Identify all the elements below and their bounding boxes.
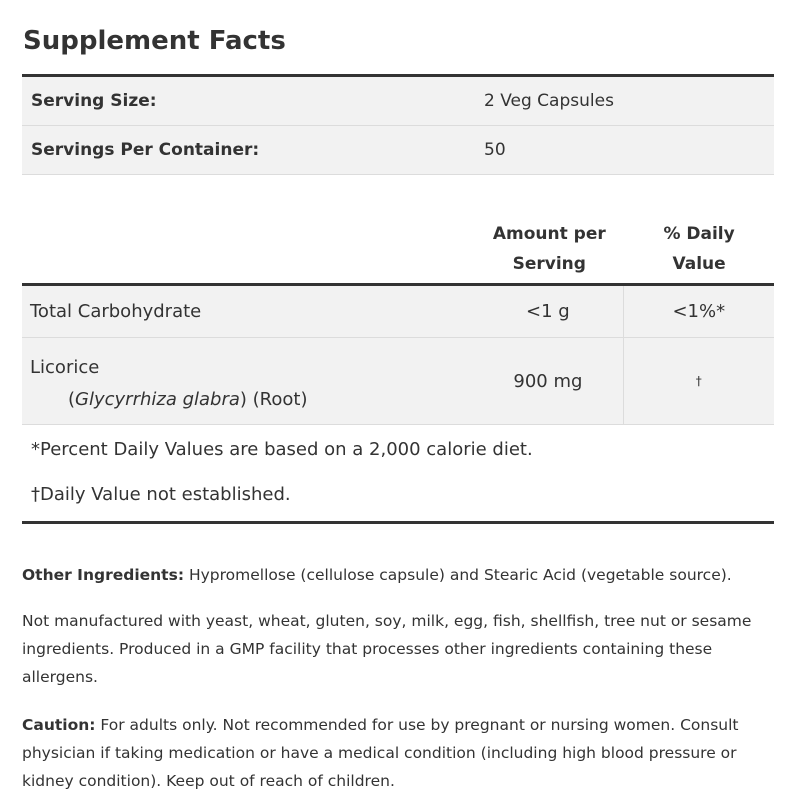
servings-per-container-row — [22, 126, 774, 175]
header-spacer — [22, 203, 474, 283]
amount-header-line2: Serving — [512, 254, 586, 274]
supplement-facts-table — [22, 74, 774, 524]
nutrient-row-licorice — [22, 338, 774, 425]
serving-size-label: Serving Size: — [31, 91, 157, 111]
other-ingredients-paragraph — [22, 561, 782, 589]
nutrient-botanical-name — [30, 384, 473, 416]
caution-text: For adults only. Not recommended for use by pregnant or nursing women. Consult physician if taking medication or have a medical condition (including high blood pressure or kidney condition). Keep out of reach of children. — [22, 716, 739, 790]
nutrient-daily-value: <1%* — [623, 286, 774, 337]
serving-size-row — [22, 77, 774, 126]
other-ingredients-label: Other Ingredients: — [22, 566, 185, 584]
dv-header-line2: Value — [672, 254, 726, 274]
allergen-paragraph: Not manufactured with yeast, wheat, gluten, soy, milk, egg, fish, shellfish, tree nut or sesame ingredients. Produced in a GMP facility that processes other ingredients containing these allergens. — [22, 612, 752, 686]
dagger-footnote: †Daily Value not established. — [31, 484, 291, 505]
serving-size-value: 2 Veg Capsules — [484, 91, 614, 111]
nutrient-amount: <1 g — [526, 301, 570, 322]
dv-header-line1: % Daily — [663, 224, 735, 244]
servings-per-container-label: Servings Per Container: — [31, 140, 260, 160]
daily-value-header — [624, 203, 774, 283]
nutrient-name: Total Carbohydrate — [30, 301, 202, 322]
column-header-row — [22, 203, 774, 286]
other-ingredients-text: Hypromellose (cellulose capsule) and Stearic Acid (vegetable source). — [184, 566, 732, 584]
nutrient-daily-value: † — [623, 338, 774, 424]
amount-per-serving-header — [474, 203, 624, 283]
botanical-open-paren: ( — [68, 389, 76, 410]
caution-paragraph — [22, 711, 782, 795]
amount-header-line1: Amount per — [492, 224, 606, 244]
percent-daily-footnote: *Percent Daily Values are based on a 2,000 calorie diet. — [31, 439, 533, 460]
botanical-latin-name: Glycyrrhiza glabra — [75, 389, 240, 410]
nutrient-row-total-carbohydrate — [22, 286, 774, 338]
page-title: Supplement Facts — [23, 26, 286, 56]
nutrient-name: Licorice — [30, 357, 100, 378]
caution-label: Caution: — [22, 716, 96, 734]
servings-per-container-value: 50 — [484, 140, 506, 160]
nutrient-amount: 900 mg — [513, 370, 583, 392]
nutrient-name-block — [22, 338, 473, 424]
botanical-part: ) (Root) — [239, 389, 308, 410]
